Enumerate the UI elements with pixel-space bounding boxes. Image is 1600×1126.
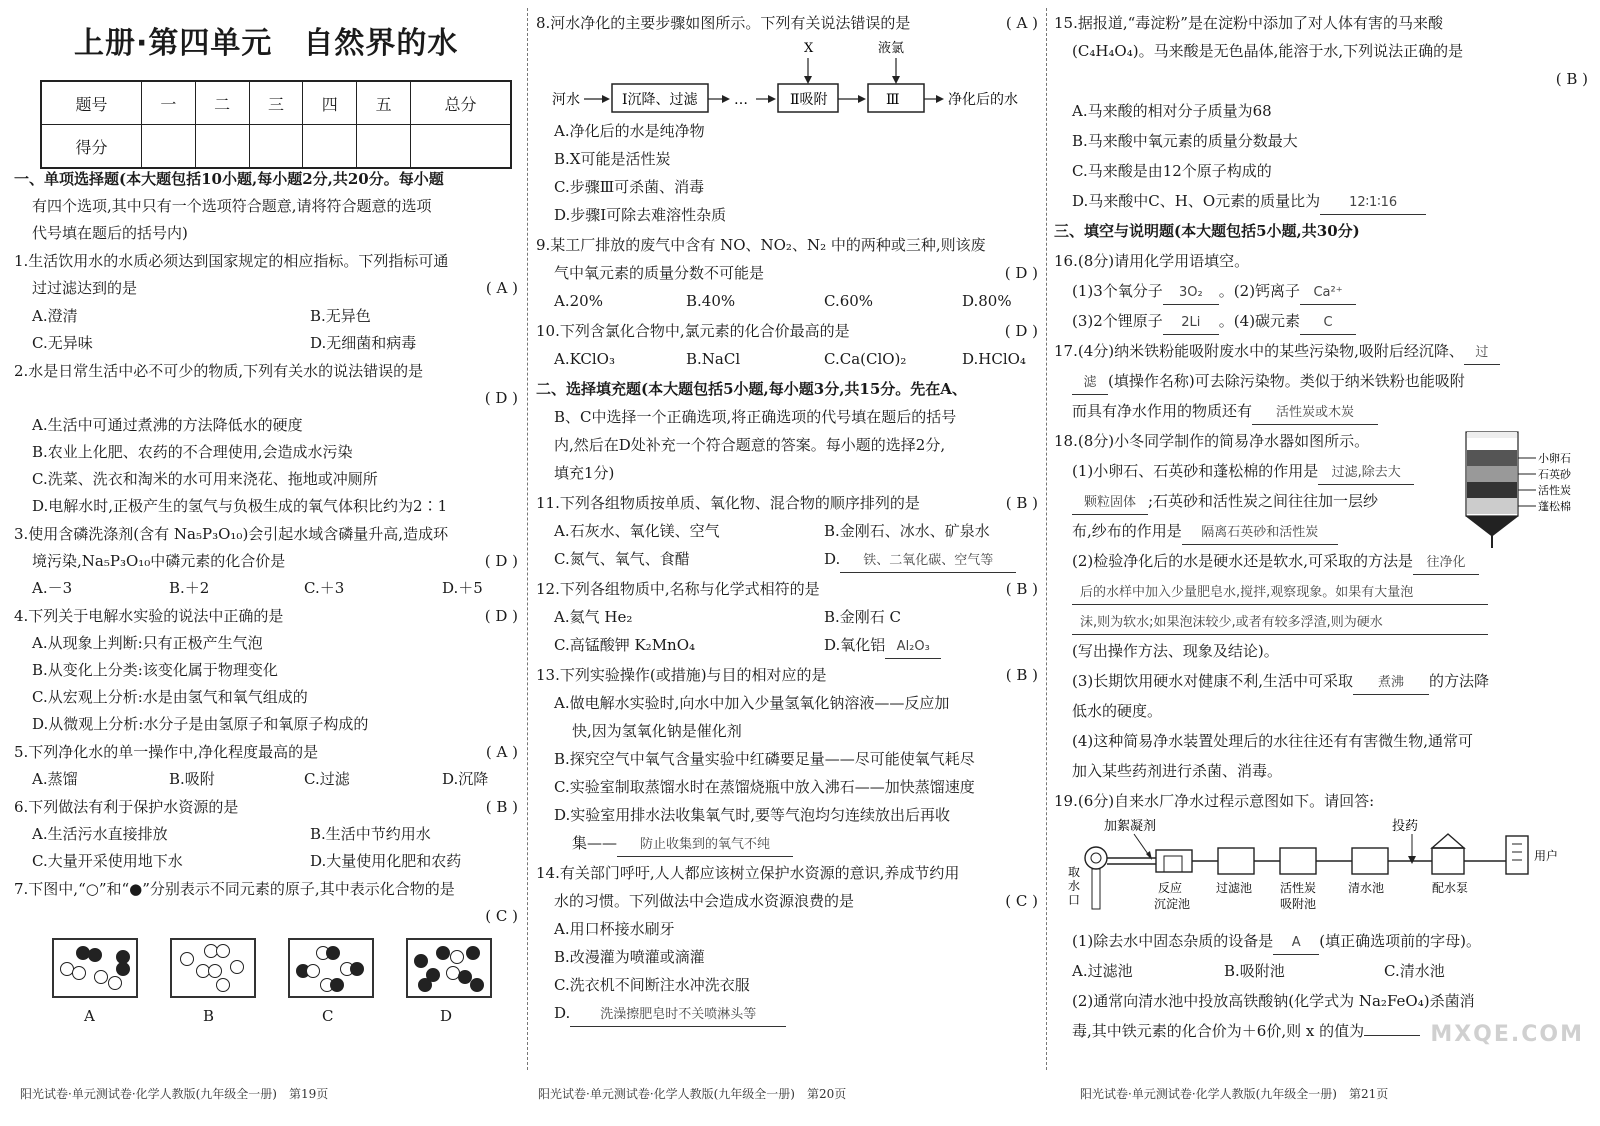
option-b: B.无异色	[310, 307, 371, 325]
q17-line-2: 滤 (填操作名称)可去除污染物。类似于纳米铁粉也能吸附	[1054, 370, 1594, 395]
q11-options	[536, 520, 1044, 542]
q16-stem: 16.(8分)请用化学用语填空。	[1054, 252, 1250, 270]
reaction-tank	[1156, 850, 1192, 872]
q10-stem: 10.下列含氯化合物中,氯元素的化合价最高的是 ( D )	[536, 322, 1038, 340]
q8-stem: 8.河水净化的主要步骤如图所示。下列有关说法错误的是 ( A )	[536, 14, 1038, 32]
box-label-b: B	[203, 1007, 215, 1025]
q17-blank-2[interactable]: 活性炭或木炭	[1252, 402, 1378, 425]
option-b: B.X可能是活性炭	[554, 150, 671, 168]
black-atom	[88, 948, 102, 962]
q18-blank-2c[interactable]: 沫,则为软水;如果泡沫较少,或者有较多浮渣,则为硬水	[1072, 612, 1488, 635]
section-3-heading: 三、填空与说明题(本大题包括5小题,共30分)	[1054, 222, 1360, 240]
q6-stem: 6.下列做法有利于保护水资源的是 ( B )	[14, 798, 518, 816]
table-cell: 题号	[41, 81, 141, 125]
black-atom	[436, 946, 450, 960]
flow-label-dots: …	[734, 92, 748, 108]
option-b: B.吸附池	[1224, 962, 1285, 980]
q16-line-1: (1)3个氧分子 3O₂ 。(2)钙离子 Ca²⁺	[1054, 280, 1594, 305]
footer-page-21: 阳光试卷·单元测试卷·化学人教版(九年级全一册) 第21页	[1080, 1087, 1389, 1101]
q14-stem: 水的习惯。下列做法中会造成水资源浪费的是 ( C )	[554, 892, 1038, 910]
q16-blank-1[interactable]: 3O₂	[1163, 282, 1219, 305]
column-1	[14, 0, 524, 1080]
column-3	[1054, 0, 1594, 1080]
q1-stem: 过过滤达到的是 ( A )	[32, 279, 518, 297]
molecule-box-c	[288, 938, 374, 998]
column-divider	[527, 8, 528, 1070]
section-1-text: 代号填在题后的括号内)	[32, 224, 188, 242]
q9-stem: 9.某工厂排放的废气中含有 NO、NO₂、N₂ 中的两种或三种,则该废	[536, 236, 986, 254]
score-cell[interactable]	[195, 125, 249, 169]
adsorption-tank	[1280, 848, 1316, 874]
option-a: A.20%	[554, 292, 603, 310]
table-cell: 二	[195, 81, 249, 125]
option-a: A.马来酸的相对分子质量为68	[1072, 102, 1272, 120]
q3-options	[14, 577, 524, 599]
label-carbon: 活性炭	[1280, 881, 1317, 895]
score-cell[interactable]	[357, 125, 411, 169]
label-intake-2: 水	[1068, 879, 1081, 893]
option-d-cont: 集—— 防止收集到的氧气不纯	[536, 832, 1044, 857]
option-d: D.大量使用化肥和农药	[310, 852, 462, 870]
black-atom	[116, 962, 130, 976]
option-c: C.无异味	[32, 334, 93, 352]
q18-part-3: (3)长期饮用硬水对健康不利,生活中可采取 煮沸 的方法降	[1054, 670, 1594, 695]
q16-blank-4[interactable]: C	[1300, 312, 1356, 335]
option-a: A.做电解水实验时,向水中加入少量氢氧化钠溶液——反应加	[554, 694, 950, 712]
black-atom	[326, 946, 340, 960]
white-atom	[216, 944, 230, 958]
q18-blank-2a[interactable]: 往净化	[1413, 552, 1479, 575]
flow-label-step2: Ⅱ吸附	[790, 92, 828, 108]
box-label-c: C	[322, 1007, 334, 1025]
section-2-text: 内,然后在D处补充一个符合题意的答案。每小题的选择2分,	[554, 436, 946, 454]
q1-options	[14, 305, 524, 327]
q17-line-3: 而具有净水作用的物质还有 活性炭或木炭	[1054, 400, 1594, 425]
section-2-text: B、C中选择一个正确选项,将正确选项的代号填在题后的括号	[554, 408, 957, 426]
q11-stem: 11.下列各组物质按单质、氧化物、混合物的顺序排列的是 ( B )	[536, 494, 1038, 512]
option-a: A.生活污水直接排放	[32, 825, 168, 843]
white-atom	[108, 976, 122, 990]
molecule-box-d	[406, 938, 492, 998]
q8-answer: ( A )	[1005, 14, 1038, 32]
option-d: D.无细菌和病毒	[310, 334, 417, 352]
option-c: C.洗菜、洗衣和淘米的水可用来浇花、拖地或冲厕所	[32, 470, 378, 488]
river-purification-flowchart	[536, 38, 1044, 118]
q12-options	[536, 634, 1044, 656]
layer-label-quartz: 石英砂	[1538, 468, 1571, 481]
q1-options	[14, 332, 524, 354]
q15-stem: (C₄H₄O₄)。马来酸是无色晶体,能溶于水,下列说法正确的是	[1072, 42, 1464, 60]
white-atom	[230, 960, 244, 974]
q15-answer: ( B )	[1555, 70, 1588, 88]
q13-d-answer-blank[interactable]: 防止收集到的氧气不纯	[617, 834, 793, 857]
q18-part-3-cont: 低水的硬度。	[1072, 702, 1163, 720]
flow-label-chlorine: 液氯	[878, 41, 905, 56]
option-d: D.氧化铝 Al₂O₃	[824, 634, 941, 659]
layer-label-carbon: 活性炭	[1538, 484, 1571, 497]
score-table-header-row	[41, 81, 511, 125]
q7-answer: ( C )	[485, 907, 518, 925]
q6-options	[14, 850, 524, 872]
q2-stem: 2.水是日常生活中必不可少的物质,下列有关水的说法错误的是	[14, 362, 424, 380]
flow-label-river: 河水	[552, 92, 580, 108]
option-b: B.从变化上分类:该变化属于物理变化	[32, 661, 278, 679]
q19-part-1: (1)除去水中固态杂质的设备是 A (填正确选项前的字母)。	[1054, 930, 1594, 955]
black-atom	[418, 978, 432, 992]
q12-stem: 12.下列各组物质中,名称与化学式相符的是 ( B )	[536, 580, 1038, 598]
option-b: B.探究空气中氧气含量实验中红磷要足量——尽可能使氧气耗尽	[554, 750, 975, 768]
black-atom	[466, 946, 480, 960]
q14-answer: ( C )	[1005, 892, 1038, 910]
q18-blank-1a[interactable]: 过滤,除去大	[1318, 462, 1414, 485]
option-c: C.氮气、氧气、食醋	[554, 550, 690, 568]
q11-answer: ( B )	[1005, 494, 1038, 512]
label-filter: 过滤池	[1216, 881, 1253, 895]
q18-part-2-cont	[1054, 580, 1594, 605]
q19-part-2: (2)通常向清水池中投放高铁酸钠(化学式为 Na₂FeO₄)杀菌消	[1072, 992, 1475, 1010]
q11-d-answer-blank[interactable]: 铁、二氧化碳、空气等	[840, 550, 1016, 573]
label-intake-1: 取	[1068, 865, 1081, 879]
q18-part-4-cont: 加入某些药剂进行杀菌、消毒。	[1072, 762, 1283, 780]
option-b: B.＋2	[169, 579, 210, 597]
score-cell[interactable]	[141, 125, 195, 169]
q3-stem: 3.使用含磷洗涤剂(含有 Na₅P₃O₁₀)会引起水域含磷量升高,造成环	[14, 525, 449, 543]
footer-page-19: 阳光试卷·单元测试卷·化学人教版(九年级全一册) 第19页	[20, 1087, 329, 1101]
q14-d-answer-blank[interactable]: 洗澡擦肥皂时不关喷淋头等	[570, 1004, 786, 1027]
q10-options	[536, 348, 1044, 370]
white-atom	[72, 966, 86, 980]
option-c: C.Ca(ClO)₂	[824, 350, 907, 368]
q18-blank-1c[interactable]: 隔离石英砂和活性炭	[1182, 522, 1338, 545]
black-atom	[350, 962, 364, 976]
option-a: A.用口杯接水刷牙	[554, 920, 675, 938]
box-label-d: D	[440, 1007, 453, 1025]
label-clear-water: 清水池	[1348, 881, 1385, 895]
q18-stem: 18.(8分)小冬同学制作的简易净水器如图所示。	[1054, 432, 1370, 450]
q19-options	[1054, 960, 1594, 982]
section-1-heading: 一、单项选择题(本大题包括10小题,每小题2分,共20分。每小题	[14, 170, 444, 188]
option-b: B.改漫灌为喷灌或滴灌	[554, 948, 705, 966]
option-a: A.－3	[32, 579, 73, 597]
q5-answer: ( A )	[485, 743, 518, 761]
footer-page-20: 阳光试卷·单元测试卷·化学人教版(九年级全一册) 第20页	[538, 1087, 847, 1101]
score-cell[interactable]	[249, 125, 303, 169]
black-atom	[414, 954, 428, 968]
table-cell: 四	[303, 81, 357, 125]
q12-options	[536, 606, 1044, 628]
option-d: D.步骤Ⅰ可除去难溶性杂质	[554, 206, 727, 224]
option-b: B.农业上化肥、农药的不合理使用,会造成水污染	[32, 443, 353, 461]
option-b: B.吸附	[169, 770, 215, 788]
section-1-text: 有四个选项,其中只有一个选项符合题意,请将符合题意的选项	[32, 197, 432, 215]
q17-blank-1a[interactable]: 过	[1464, 342, 1500, 365]
option-c: C.高锰酸钾 K₂MnO₄	[554, 636, 696, 654]
q17-stem: 17.(4分)纳米铁粉能吸附废水中的某些污染物,吸附后经沉降、 过	[1054, 340, 1594, 365]
molecule-box-a	[52, 938, 138, 998]
distribution-pump	[1432, 848, 1464, 874]
flow-label-output: 净化后的水	[948, 92, 1018, 108]
q19-blank-1[interactable]: A	[1273, 932, 1319, 955]
option-a: A.KClO₃	[554, 350, 615, 368]
label-adsorption: 吸附池	[1280, 897, 1317, 911]
option-c: C.马来酸是由12个原子构成的	[1072, 162, 1272, 180]
q19-part-2-cont: 毒,其中铁元素的化合价为＋6价,则 x 的值为	[1054, 1020, 1594, 1042]
watermark: MXQE.COM	[1430, 1022, 1584, 1047]
label-reaction: 反应	[1158, 881, 1183, 895]
option-c: C.过滤	[304, 770, 350, 788]
column-divider	[1046, 8, 1047, 1070]
section-2-text: 填充1分)	[554, 464, 615, 482]
option-b: B.金刚石、冰水、矿泉水	[824, 522, 990, 540]
option-a: A.从现象上判断:只有正极产生气泡	[32, 634, 263, 652]
q17-blank-1b[interactable]: 滤	[1072, 372, 1108, 395]
q19-stem: 19.(6分)自来水厂净水过程示意图如下。请回答:	[1054, 792, 1375, 810]
option-d: D.马来酸中C、H、O元素的质量比为 12∶1∶16	[1054, 190, 1594, 215]
label-user: 用户	[1534, 849, 1559, 863]
option-c: C.大量开采使用地下水	[32, 852, 183, 870]
q6-options	[14, 823, 524, 845]
q9-answer: ( D )	[1004, 264, 1038, 282]
option-a: A.蒸馏	[32, 770, 78, 788]
layer-label-pebbles: 小卵石	[1538, 452, 1571, 465]
table-cell: 五	[357, 81, 411, 125]
q18-part-2: (2)检验净化后的水是硬水还是软水,可采取的方法是 往净化	[1054, 550, 1594, 575]
option-d: D.HClO₄	[962, 350, 1026, 368]
option-d: D.从微观上分析:水分子是由氢原子和氧原子构成的	[32, 715, 369, 733]
user-building	[1506, 836, 1528, 874]
q18-part-1-cont: 布,纱布的作用是 隔离石英砂和活性炭	[1054, 520, 1594, 545]
waterworks-diagram	[1068, 816, 1588, 926]
q18-part-2-note: (写出操作方法、现象及结论)。	[1072, 642, 1279, 660]
option-a: A.生活中可通过煮沸的方法降低水的硬度	[32, 416, 303, 434]
intake-pump	[1085, 847, 1107, 869]
label-intake-3: 口	[1068, 893, 1081, 907]
option-a: A.净化后的水是纯净物	[554, 122, 705, 140]
option-b: B.金刚石 C	[824, 608, 902, 626]
q16-blank-3[interactable]: 2Li	[1163, 312, 1219, 335]
option-d: D.电解水时,正极产生的氢气与负极生成的氧气体积比约为2∶1	[32, 497, 448, 515]
q12-d-answer-blank[interactable]: Al₂O₃	[885, 636, 941, 659]
option-d: D. 铁、二氧化碳、空气等	[824, 548, 1016, 573]
q7-stem: 7.下图中,“○”和“●”分别表示不同元素的原子,其中表示化合物的是	[14, 880, 455, 898]
label-settling: 沉淀池	[1154, 897, 1191, 911]
q10-answer: ( D )	[1004, 322, 1038, 340]
option-b: B.生活中节约用水	[310, 825, 431, 843]
white-atom	[306, 964, 320, 978]
q11-options	[536, 548, 1044, 570]
q13-answer: ( B )	[1005, 666, 1038, 684]
q1-stem: 1.生活饮用水的水质必须达到国家规定的相应指标。下列指标可通	[14, 252, 449, 270]
q9-options	[536, 290, 1044, 312]
white-atom	[208, 964, 222, 978]
q3-stem: 境污染,Na₅P₃O₁₀中磷元素的化合价是 ( D )	[32, 552, 518, 570]
q15-d-answer-blank[interactable]: 12∶1∶16	[1320, 192, 1426, 215]
option-b: B.40%	[686, 292, 736, 310]
q16-line-2: (3)2个锂原子 2Li 。(4)碳元素 C	[1054, 310, 1594, 335]
q15-stem: 15.据报道,“毒淀粉”是在淀粉中添加了对人体有害的马来酸	[1054, 14, 1443, 32]
option-a: A.澄清	[32, 307, 78, 325]
q4-stem: 4.下列关于电解水实验的说法中正确的是 ( D )	[14, 607, 518, 625]
score-cell[interactable]	[410, 125, 511, 169]
q5-options	[14, 768, 524, 790]
option-d: D. 洗澡擦肥皂时不关喷淋头等	[536, 1002, 1044, 1027]
flow-label-x: X	[804, 41, 814, 56]
option-d: D.沉降	[442, 770, 489, 788]
q6-answer: ( B )	[485, 798, 518, 816]
q18-part-1: (1)小卵石、石英砂和蓬松棉的作用是 过滤,除去大	[1054, 460, 1594, 485]
flow-label-step3: Ⅲ	[886, 92, 900, 108]
option-d: D.＋5	[442, 579, 483, 597]
q18-part-1-cont: 颗粒固体 ;石英砂和活性炭之间往往加一层纱	[1054, 490, 1594, 515]
layer-label-cotton: 蓬松棉	[1538, 500, 1571, 513]
white-atom	[450, 950, 464, 964]
q2-answer: ( D )	[484, 389, 518, 407]
q18-blank-1b[interactable]: 颗粒固体	[1072, 492, 1148, 515]
score-table	[40, 80, 512, 169]
q3-answer: ( D )	[484, 552, 518, 570]
q1-answer: ( A )	[485, 279, 518, 297]
q4-answer: ( D )	[484, 607, 518, 625]
q16-blank-2[interactable]: Ca²⁺	[1300, 282, 1356, 305]
white-atom	[94, 970, 108, 984]
table-cell: 三	[249, 81, 303, 125]
black-atom	[470, 978, 484, 992]
table-cell: 得分	[41, 125, 141, 169]
score-cell[interactable]	[303, 125, 357, 169]
q12-answer: ( B )	[1005, 580, 1038, 598]
filter-tank	[1218, 848, 1254, 874]
black-atom	[330, 978, 344, 992]
option-c: C.60%	[824, 292, 874, 310]
section-2-heading: 二、选择填充题(本大题包括5小题,每小题3分,共15分。先在A、	[536, 380, 967, 398]
label-dosing: 投药	[1392, 819, 1419, 834]
clear-water-tank	[1352, 848, 1388, 874]
option-d: D.实验室用排水法收集氧气时,要等气泡均匀连续放出后再收	[554, 806, 951, 824]
table-cell: 一	[141, 81, 195, 125]
option-b: B.马来酸中氧元素的质量分数最大	[1072, 132, 1298, 150]
label-pump: 配水泵	[1432, 881, 1469, 895]
q5-stem: 5.下列净化水的单一操作中,净化程度最高的是 ( A )	[14, 743, 518, 761]
column-2	[536, 0, 1044, 1080]
white-atom	[180, 952, 194, 966]
q18-part-4: (4)这种简易净水装置处理后的水往往还有有害微生物,通常可	[1072, 732, 1474, 750]
option-c: C.从宏观上分析:水是由氢气和氧气组成的	[32, 688, 308, 706]
option-c: C.洗衣机不间断注水冲洗衣服	[554, 976, 750, 994]
page-title: 上册·第四单元 自然界的水	[74, 26, 459, 61]
q18-blank-3[interactable]: 煮沸	[1353, 672, 1429, 695]
option-c: C.实验室制取蒸馏水时在蒸馏烧瓶中放入沸石——加快蒸馏速度	[554, 778, 975, 796]
q13-stem: 13.下列实验操作(或措施)与目的相对应的是 ( B )	[536, 666, 1038, 684]
option-b: B.NaCl	[686, 350, 741, 368]
option-a: A.氦气 He₂	[554, 608, 633, 626]
q18-part-2-cont	[1054, 610, 1594, 635]
option-a: A.石灰水、氧化镁、空气	[554, 522, 720, 540]
q14-stem: 14.有关部门呼吁,人人都应该树立保护水资源的意识,养成节约用	[536, 864, 960, 882]
molecule-box-b	[170, 938, 256, 998]
white-atom	[216, 978, 230, 992]
option-d: D.80%	[962, 292, 1012, 310]
score-table-score-row	[41, 125, 511, 169]
flow-label-step1: Ⅰ沉降、过滤	[622, 92, 698, 108]
q18-blank-2b[interactable]: 后的水样中加入少量肥皂水,搅拌,观察现象。如果有大量泡	[1072, 582, 1488, 605]
label-coagulant: 加絮凝剂	[1104, 819, 1157, 834]
q19-blank-2[interactable]	[1364, 1035, 1420, 1036]
option-a: A.过滤池	[1072, 962, 1133, 980]
option-c: C.步骤Ⅲ可杀菌、消毒	[554, 178, 705, 196]
box-label-a: A	[84, 1007, 95, 1025]
table-cell: 总分	[410, 81, 511, 125]
q9-stem: 气中氧元素的质量分数不可能是 ( D )	[554, 264, 1038, 282]
option-c: C.清水池	[1384, 962, 1445, 980]
option-c: C.＋3	[304, 579, 345, 597]
option-a-cont: 快,因为氢氧化钠是催化剂	[572, 722, 742, 740]
